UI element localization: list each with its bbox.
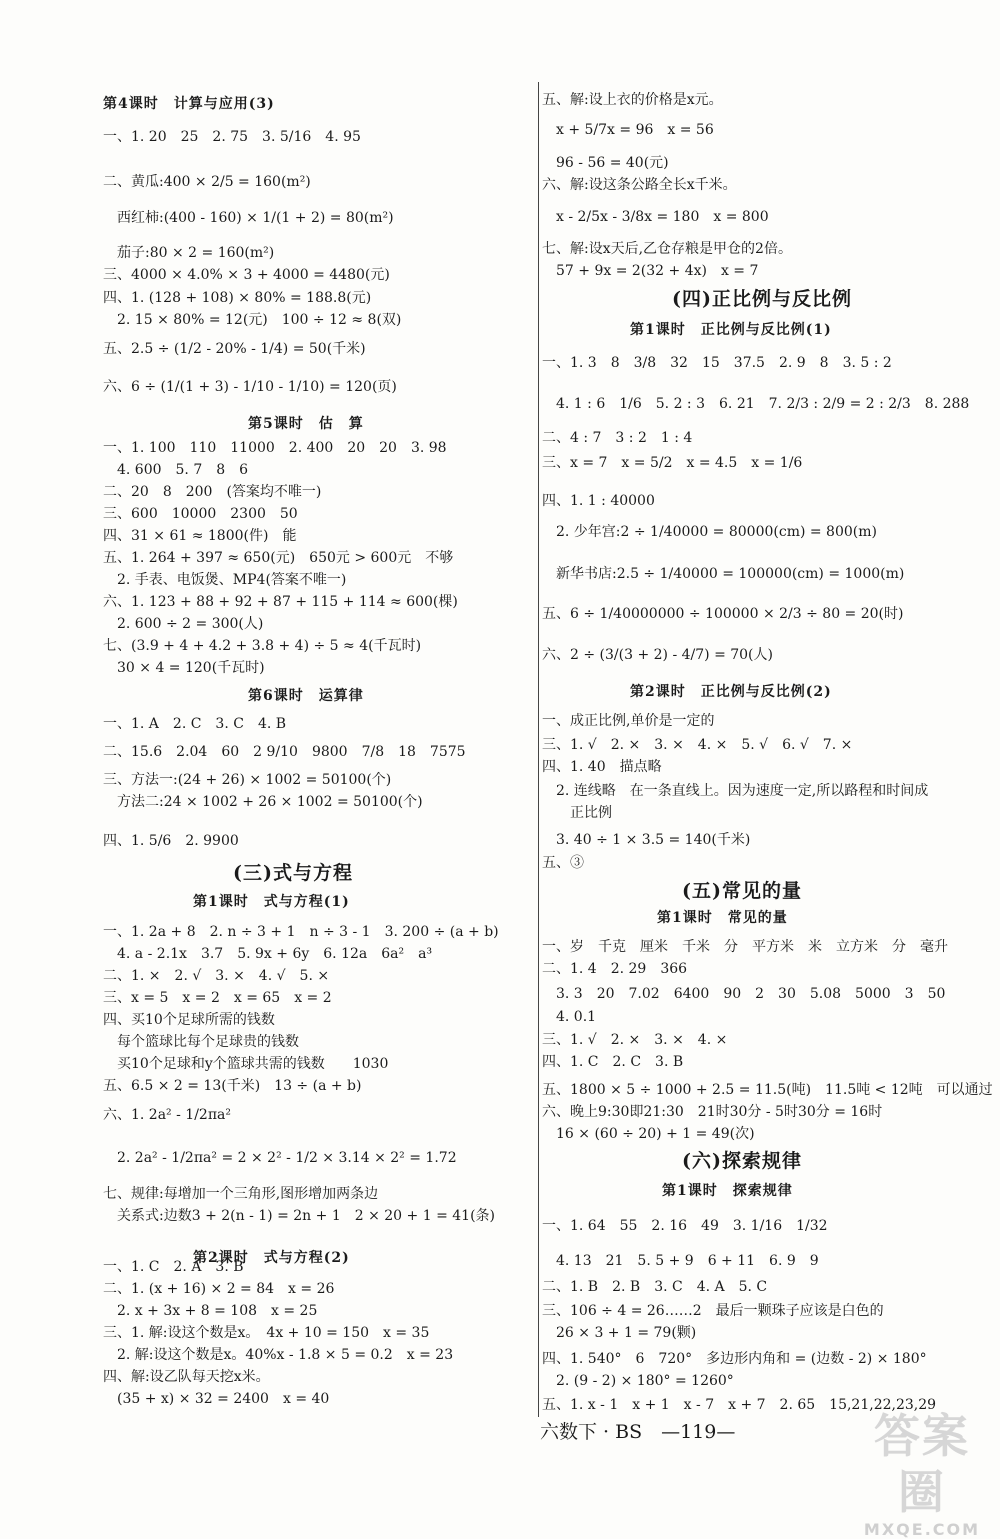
answer-line: 二、4 : 7 3 : 2 1 : 4 [542, 430, 693, 446]
answer-line: 一、1. 20 25 2. 75 3. 5/16 4. 95 [103, 129, 361, 145]
answer-line: 三、600 10000 2300 50 [103, 506, 298, 522]
answer-line: 3. 40 ÷ 1 × 3.5 = 140(千米) [542, 832, 751, 848]
answer-line: 4. 1 : 6 1/6 5. 2 : 3 6. 21 7. 2/3 : 2/9 = 2 : 2/3 8. 288 [542, 396, 970, 412]
answer-line: 一、1. 64 55 2. 16 49 3. 1/16 1/32 [542, 1218, 828, 1234]
answer-line: 七、(3.9 + 4 + 4.2 + 3.8 + 4) ÷ 5 ≈ 4(千瓦时) [103, 638, 422, 654]
answer-line: 26 × 3 + 1 = 79(颗) [542, 1325, 697, 1341]
answer-line: 2. 手表、电饭煲、MP4(答案不唯一) [103, 572, 347, 588]
answer-line: 四、解:设乙队每天挖x米。 [103, 1369, 270, 1385]
section-heading: (五)常见的量 [682, 880, 802, 902]
answer-line: 2. 600 ÷ 2 = 300(人) [103, 616, 264, 632]
answer-line: 四、1. (128 + 108) × 80% = 188.8(元) [103, 290, 372, 306]
answer-line: 五、解:设上衣的价格是x元。 [542, 92, 723, 108]
answer-line: 茄子:80 × 2 = 160(m²) [103, 245, 275, 261]
answer-line: 五、2.5 ÷ (1/2 - 20% - 1/4) = 50(千米) [103, 341, 366, 357]
answer-line: 2. x + 3x + 8 = 108 x = 25 [103, 1303, 318, 1319]
answer-line: (35 + x) × 32 = 2400 x = 40 [103, 1391, 330, 1407]
answer-line: 一、1. 2a + 8 2. n ÷ 3 + 1 n ÷ 3 - 1 3. 200 ÷ (a + b) [103, 924, 499, 940]
section-heading: (六)探索规律 [682, 1150, 802, 1172]
watermark-url: MXQE.COM [863, 1520, 981, 1539]
answer-line: 四、1. 540° 6 720° 多边形内角和 = (边数 - 2) × 180° [542, 1351, 927, 1367]
answer-line: 关系式:边数3 + 2(n - 1) = 2n + 1 2 × 20 + 1 = 41(条) [103, 1208, 495, 1224]
answer-line: 二、1. B 2. B 3. C 4. A 5. C [542, 1279, 768, 1295]
answer-line: 三、1. 解:设这个数是x。 4x + 10 = 150 x = 35 [103, 1325, 430, 1341]
section-heading: (三)式与方程 [233, 862, 353, 884]
answer-line: 2. 连线略 在一条直线上。因为速度一定,所以路程和时间成 [542, 783, 929, 799]
answer-line: 三、方法一:(24 + 26) × 1002 = 50100(个) [103, 772, 392, 788]
lesson-heading: 第1课时 探索规律 [662, 1183, 793, 1199]
answer-line: x - 2/5x - 3/8x = 180 x = 800 [542, 209, 769, 225]
answer-line: 五、6.5 × 2 = 13(千米) 13 ÷ (a + b) [103, 1078, 362, 1094]
answer-line: 六、6 ÷ (1/(1 + 3) - 1/10 - 1/10) = 120(页) [103, 379, 397, 395]
answer-line: 3. 3 20 7.02 6400 90 2 30 5.08 5000 3 50 [542, 986, 946, 1002]
answer-line: 一、1. C 2. A 3. B [103, 1259, 244, 1275]
answer-line: 六、解:设这条公路全长x千米。 [542, 177, 737, 193]
answer-line: 16 × (60 ÷ 20) + 1 = 49(次) [542, 1126, 755, 1142]
answer-line: 2. (9 - 2) × 180° = 1260° [542, 1373, 734, 1389]
lesson-heading: 第2课时 正比例与反比例(2) [630, 684, 832, 700]
lesson-heading: 第2课时 式与方程(2) [193, 1250, 350, 1266]
answer-line: 四、1. 1 : 40000 [542, 493, 655, 509]
lesson-heading: 第1课时 式与方程(1) [193, 894, 350, 910]
answer-line: 2. 2a² - 1/2πa² = 2 × 2² - 1/2 × 3.14 × 2² = 1.72 [103, 1150, 457, 1166]
answer-line: 2. 解:设这个数是x。40%x - 1.8 × 5 = 0.2 x = 23 [103, 1347, 454, 1363]
answer-line: 六、2 ÷ (3/(3 + 2) - 4/7) = 70(人) [542, 647, 773, 663]
answer-line: 七、解:设x天后,乙仓存粮是甲仓的2倍。 [542, 241, 792, 257]
lesson-heading: 第1课时 常见的量 [657, 910, 788, 926]
answer-line: 正比例 [542, 805, 612, 821]
answer-line: 每个篮球比每个足球贵的钱数 [103, 1034, 299, 1050]
answer-line: 七、规律:每增加一个三角形,图形增加两条边 [103, 1186, 379, 1202]
answer-line: 五、1800 × 5 ÷ 1000 + 2.5 = 11.5(吨) 11.5吨 < 12吨 可以通过 [542, 1082, 993, 1098]
answer-line: 30 × 4 = 120(千瓦时) [103, 660, 265, 676]
answer-line: 三、x = 7 x = 5/2 x = 4.5 x = 1/6 [542, 455, 803, 471]
answer-line: 四、1. C 2. C 3. B [542, 1054, 684, 1070]
answer-line: 4. 600 5. 7 8 6 [103, 462, 249, 478]
answer-line: 57 + 9x = 2(32 + 4x) x = 7 [542, 263, 759, 279]
answer-line: x + 5/7x = 96 x = 56 [542, 122, 714, 138]
answer-line: 4. 0.1 [542, 1009, 597, 1025]
answer-line: 96 - 56 = 40(元) [542, 155, 669, 171]
watermark-logo-text: 答案圈 [874, 1409, 970, 1519]
lesson-heading: 第6课时 运算律 [248, 688, 364, 704]
answer-line: 六、1. 123 + 88 + 92 + 87 + 115 + 114 ≈ 600(棵) [103, 594, 458, 610]
lesson-heading: 第1课时 正比例与反比例(1) [630, 322, 832, 338]
answer-line: 五、6 ÷ 1/40000000 ÷ 100000 × 2/3 ÷ 80 = 20(时) [542, 606, 904, 622]
answer-line: 西红柿:(400 - 160) × 1/(1 + 2) = 80(m²) [103, 210, 394, 226]
answer-line: 二、1. (x + 16) × 2 = 84 x = 26 [103, 1281, 335, 1297]
answer-line: 四、1. 40 描点略 [542, 759, 662, 775]
answer-line: 二、1. × 2. √ 3. × 4. √ 5. × [103, 968, 330, 984]
answer-line: 四、1. 5/6 2. 9900 [103, 833, 239, 849]
answer-line: 五、③ [542, 855, 584, 871]
answer-line: 三、x = 5 x = 2 x = 65 x = 2 [103, 990, 332, 1006]
answer-line: 一、1. 100 110 11000 2. 400 20 20 3. 98 [103, 440, 447, 456]
answer-line: 一、1. 3 8 3/8 32 15 37.5 2. 9 8 3. 5 : 2 [542, 355, 892, 371]
lesson-heading: 第5课时 估 算 [248, 416, 364, 432]
section-heading: (四)正比例与反比例 [672, 288, 852, 310]
lesson-heading: 第4课时 计算与应用(3) [103, 96, 275, 112]
answer-line: 三、1. √ 2. × 3. × 4. × [542, 1032, 728, 1048]
answer-line: 2. 少年宫:2 ÷ 1/40000 = 80000(cm) = 800(m) [542, 524, 877, 540]
answer-line: 六、晚上9:30即21:30 21时30分 - 5时30分 = 16时 [542, 1104, 883, 1120]
page-footer: 六数下 · BS —119— [540, 1421, 736, 1443]
answer-line: 三、1. √ 2. × 3. × 4. × 5. √ 6. √ 7. × [542, 737, 853, 753]
answer-line: 二、黄瓜:400 × 2/5 = 160(m²) [103, 174, 311, 190]
answer-line: 一、岁 千克 厘米 千米 分 平方米 米 立方米 分 毫升 [542, 939, 948, 955]
answer-line: 二、1. 4 2. 29 366 [542, 961, 688, 977]
answer-line: 三、4000 × 4.0% × 3 + 4000 = 4480(元) [103, 267, 390, 283]
answer-line: 方法二:24 × 1002 + 26 × 1002 = 50100(个) [103, 794, 423, 810]
column-divider [538, 82, 539, 1417]
answer-line: 四、31 × 61 ≈ 1800(件) 能 [103, 528, 297, 544]
answer-line: 二、15.6 2.04 60 2 9/10 9800 7/8 18 7575 [103, 744, 466, 760]
answer-line: 三、106 ÷ 4 = 26……2 最后一颗珠子应该是白色的 [542, 1303, 884, 1319]
answer-line: 四、买10个足球所需的钱数 [103, 1012, 275, 1028]
watermark-logo [852, 1408, 992, 1539]
answer-line: 五、1. x - 1 x + 1 x - 7 x + 7 2. 65 15,21,22,23,29 [542, 1397, 937, 1413]
answer-line: 新华书店:2.5 ÷ 1/40000 = 100000(cm) = 1000(m) [542, 566, 905, 582]
answer-line: 买10个足球和y个篮球共需的钱数 1030 [103, 1056, 389, 1072]
answer-line: 一、1. A 2. C 3. C 4. B [103, 716, 287, 732]
answer-line: 4. 13 21 5. 5 + 9 6 + 11 6. 9 9 [542, 1253, 819, 1269]
answer-line: 2. 15 × 80% = 12(元) 100 ÷ 12 ≈ 8(双) [103, 312, 402, 328]
answer-line: 五、1. 264 + 397 ≈ 650(元) 650元 > 600元 不够 [103, 550, 454, 566]
answer-line: 4. a - 2.1x 3.7 5. 9x + 6y 6. 12a 6a² a³ [103, 946, 433, 962]
answer-line: 二、20 8 200 (答案均不唯一) [103, 484, 322, 500]
answer-line: 一、成正比例,单价是一定的 [542, 713, 715, 729]
answer-line: 六、1. 2a² - 1/2πa² [103, 1107, 231, 1123]
